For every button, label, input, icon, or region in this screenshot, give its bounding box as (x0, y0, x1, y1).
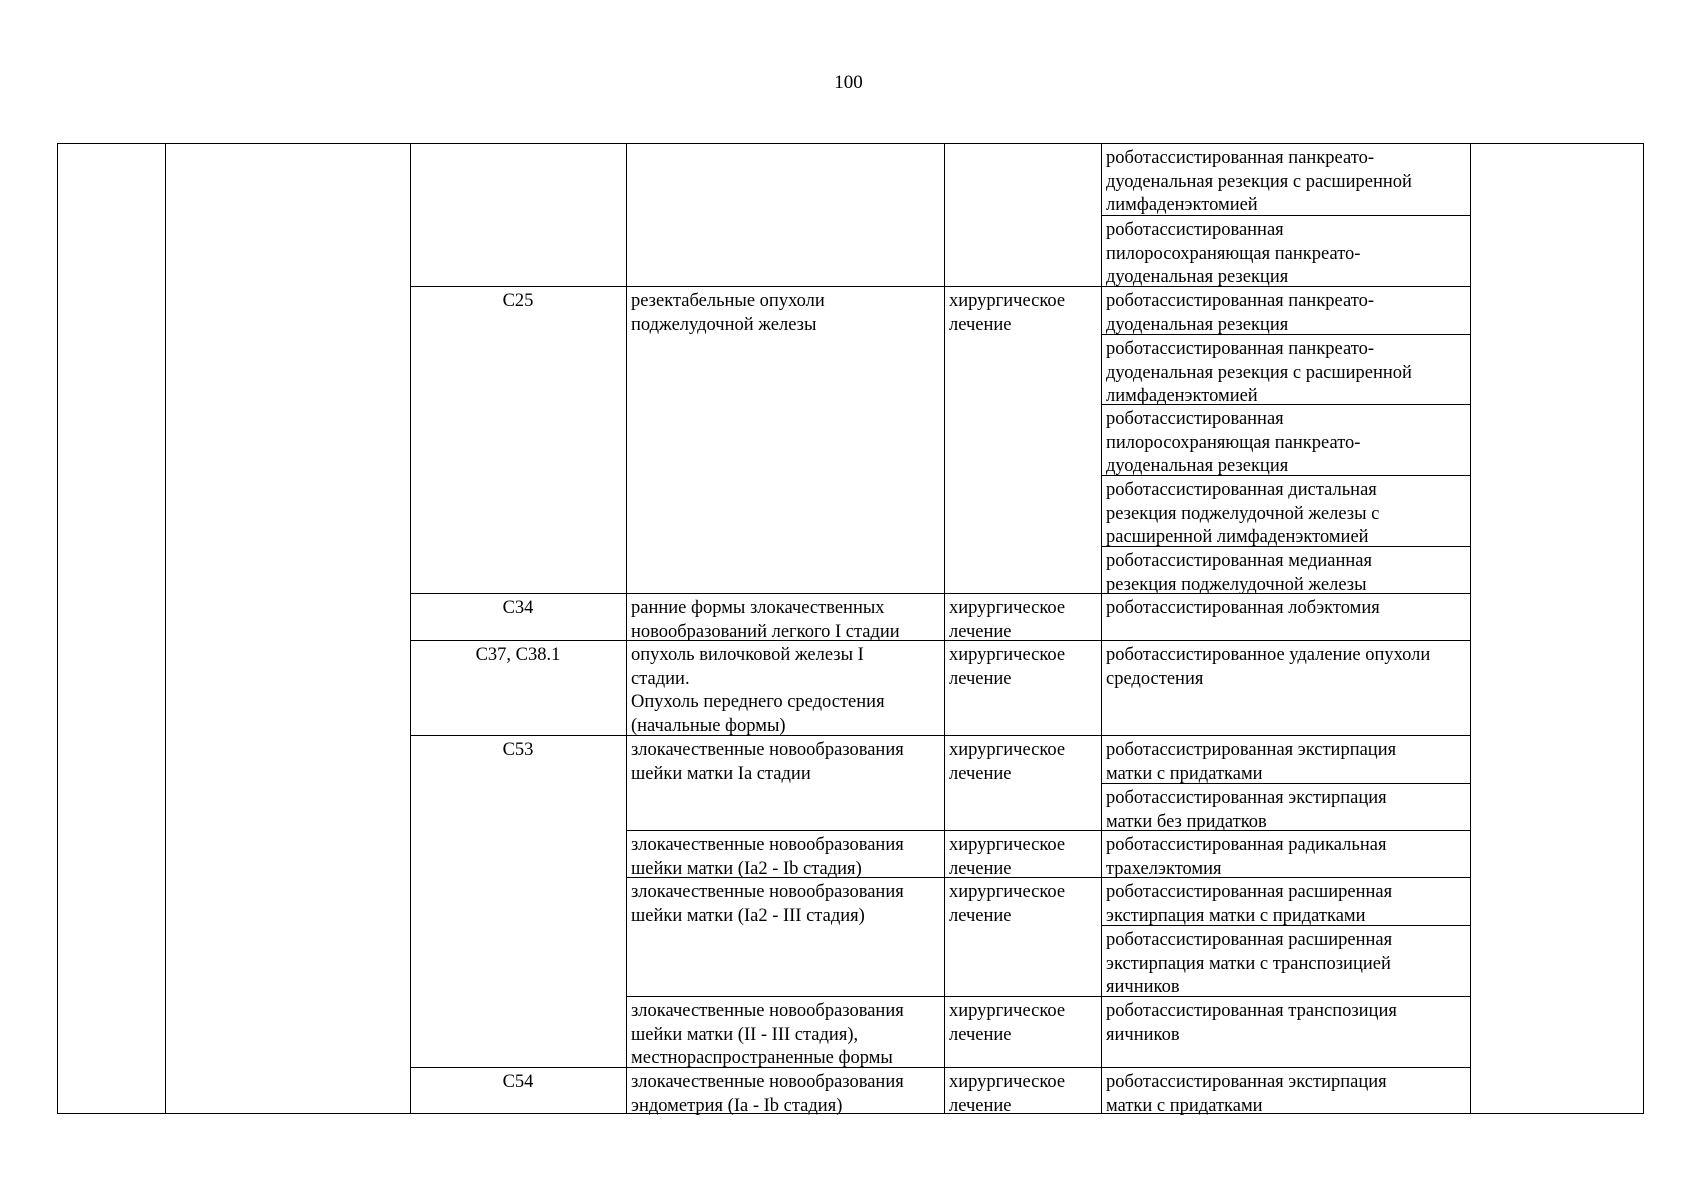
diagnosis-cell-line: новообразований легкого I стадии (631, 621, 900, 642)
treatment-cell (949, 290, 1098, 337)
procedure-cell-line: лимфаденэктомией (1106, 195, 1258, 216)
treatment-cell (949, 739, 1098, 786)
table-rule (57, 143, 1644, 144)
treatment-cell-line: хирургическое (949, 835, 1066, 855)
procedure-cell-line: дуоденальная резекция (1106, 267, 1289, 288)
procedure-cell-line: трахелэктомия (1106, 858, 1222, 879)
treatment-cell-line: хирургическое (949, 645, 1066, 665)
table-rule (1643, 143, 1644, 1114)
code-cell (410, 644, 626, 668)
code-cell (410, 597, 626, 621)
treatment-cell-line: лечение (949, 314, 1012, 335)
table-rule (165, 143, 166, 1114)
procedure-cell-line: яичников (1106, 1024, 1180, 1045)
procedure-cell-line: роботассистированная панкреато- (1106, 339, 1374, 359)
procedure-cell-line: роботассистрированная экстирпация (1106, 740, 1397, 760)
procedure-cell-line: роботассистированное удаление опухоли (1106, 645, 1431, 665)
procedure-cell-line: роботассистированная панкреато- (1106, 148, 1374, 168)
table-rule (410, 143, 411, 1114)
table-rule (57, 143, 58, 1114)
diagnosis-cell-line: резектабельные опухоли (631, 291, 825, 311)
procedure-cell-line: пилоросохраняющая панкреато- (1106, 243, 1361, 264)
diagnosis-cell (631, 834, 941, 881)
procedure-cell-line: роботассистированная лобэктомия (1106, 598, 1380, 618)
code-cell-line: C34 (502, 598, 534, 618)
procedure-cell-line: пилоросохраняющая панкреато- (1106, 432, 1361, 453)
treatment-cell-line: лечение (949, 763, 1012, 784)
procedure-cell (1106, 338, 1467, 409)
procedure-cell-line: матки без придатков (1106, 811, 1267, 832)
diagnosis-cell-line: шейки матки (II - III стадия), (631, 1024, 859, 1045)
table-rule (1101, 143, 1102, 1114)
treatment-cell (949, 644, 1098, 691)
procedure-cell (1106, 644, 1467, 691)
procedure-cell-line: роботассистированная расширенная (1106, 882, 1393, 902)
diagnosis-cell-line: злокачественные новообразования (631, 1072, 904, 1092)
table-rule (944, 143, 945, 1114)
procedure-cell-line: роботассистированная расширенная (1106, 930, 1393, 950)
procedure-cell (1106, 408, 1467, 479)
procedure-cell-line: резекция поджелудочной железы (1106, 574, 1367, 595)
diagnosis-cell-line: шейки матки (Ia2 - III стадия) (631, 905, 865, 926)
procedure-cell-line: роботассистированная радикальная (1106, 835, 1387, 855)
treatment-cell (949, 881, 1098, 928)
diagnosis-cell (631, 597, 941, 644)
procedure-cell-line: дуоденальная резекция с расширенной (1106, 362, 1412, 383)
diagnosis-cell (631, 739, 941, 786)
procedure-cell-line: роботассистированная медианная (1106, 551, 1373, 571)
procedure-cell-line: роботассистированная (1106, 409, 1284, 429)
diagnosis-cell-line: стадии. (631, 668, 690, 689)
procedure-cell-line: роботассистированная транспозиция (1106, 1001, 1397, 1021)
code-cell (410, 290, 626, 314)
procedure-cell (1106, 834, 1467, 881)
procedure-cell (1106, 219, 1467, 290)
procedure-cell (1106, 147, 1467, 218)
procedure-cell (1106, 787, 1467, 834)
code-cell (410, 1071, 626, 1095)
code-cell-line: C54 (502, 1072, 534, 1092)
code-cell-line: C37, C38.1 (475, 645, 561, 665)
procedure-cell (1106, 597, 1467, 621)
procedure-cell (1106, 479, 1467, 550)
procedure-cell (1106, 290, 1467, 337)
page-number: 100 (834, 72, 863, 93)
procedure-cell (1106, 739, 1467, 786)
diagnosis-cell (631, 1071, 941, 1118)
treatment-cell (949, 834, 1098, 881)
diagnosis-cell-line: поджелудочной железы (631, 314, 817, 335)
code-cell-line: C25 (502, 291, 534, 311)
treatment-cell-line: лечение (949, 1024, 1012, 1045)
procedure-cell-line: средостения (1106, 668, 1204, 689)
code-cell-line: C53 (502, 740, 534, 760)
diagnosis-cell-line: злокачественные новообразования (631, 740, 904, 760)
diagnosis-cell-line: шейки матки (Ia2 - Ib стадия) (631, 858, 862, 879)
code-cell (410, 739, 626, 763)
diagnosis-cell (631, 1000, 941, 1071)
procedure-cell (1106, 929, 1467, 1000)
diagnosis-cell-line: опухоль вилочковой железы I (631, 645, 864, 665)
diagnosis-cell-line: местнораспространенные формы (631, 1048, 893, 1069)
procedure-cell-line: экстирпация матки с транспозицией (1106, 953, 1391, 974)
procedure-cell-line: роботассистированная дистальная (1106, 480, 1377, 500)
procedure-cell-line: дуоденальная резекция (1106, 456, 1289, 477)
diagnosis-cell (631, 290, 941, 337)
procedure-cell-line: лимфаденэктомией (1106, 386, 1258, 407)
procedure-cell-line: роботассистированная (1106, 220, 1284, 240)
procedure-cell-line: расширенной лимфаденэктомией (1106, 527, 1369, 548)
procedure-cell-line: экстирпация матки с придатками (1106, 905, 1366, 926)
treatment-cell-line: лечение (949, 905, 1012, 926)
table-rule (1470, 143, 1471, 1114)
diagnosis-cell-line: (начальные формы) (631, 715, 786, 736)
procedure-cell-line: дуоденальная резекция с расширенной (1106, 171, 1412, 192)
diagnosis-cell-line: эндометрия (Ia - Ib стадия) (631, 1095, 843, 1116)
diagnosis-cell-line: ранние формы злокачественных (631, 598, 885, 618)
procedure-cell-line: матки с придатками (1106, 1095, 1263, 1116)
treatment-cell-line: лечение (949, 1095, 1012, 1116)
diagnosis-cell (631, 644, 941, 738)
treatment-cell (949, 597, 1098, 644)
treatment-cell-line: хирургическое (949, 291, 1066, 311)
treatment-cell-line: лечение (949, 858, 1012, 879)
treatment-cell-line: хирургическое (949, 598, 1066, 618)
treatment-cell-line: лечение (949, 621, 1012, 642)
diagnosis-cell-line: шейки матки Ia стадии (631, 763, 811, 784)
procedure-cell-line: роботассистированная экстирпация (1106, 788, 1387, 808)
treatment-cell-line: хирургическое (949, 1072, 1066, 1092)
procedure-cell-line: яичников (1106, 977, 1180, 998)
treatment-cell-line: хирургическое (949, 740, 1066, 760)
diagnosis-cell-line: злокачественные новообразования (631, 1001, 904, 1021)
procedure-cell-line: резекция поджелудочной железы с (1106, 503, 1380, 524)
procedure-cell (1106, 1000, 1467, 1047)
procedure-cell-line: матки с придатками (1106, 763, 1263, 784)
diagnosis-cell-line: злокачественные новообразования (631, 835, 904, 855)
diagnosis-cell (631, 881, 941, 928)
treatment-cell (949, 1000, 1098, 1047)
table-rule (626, 143, 627, 1114)
treatment-cell-line: лечение (949, 668, 1012, 689)
procedure-cell (1106, 881, 1467, 928)
procedure-cell (1106, 1071, 1467, 1118)
treatment-cell-line: хирургическое (949, 1001, 1066, 1021)
diagnosis-cell-line: Опухоль переднего средостения (631, 692, 885, 713)
diagnosis-cell-line: злокачественные новообразования (631, 882, 904, 902)
procedure-cell-line: роботассистированная панкреато- (1106, 291, 1374, 311)
procedure-cell-line: дуоденальная резекция (1106, 314, 1289, 335)
treatment-cell-line: хирургическое (949, 882, 1066, 902)
treatment-cell (949, 1071, 1098, 1118)
procedure-cell (1106, 550, 1467, 597)
procedure-cell-line: роботассистированная экстирпация (1106, 1072, 1387, 1092)
